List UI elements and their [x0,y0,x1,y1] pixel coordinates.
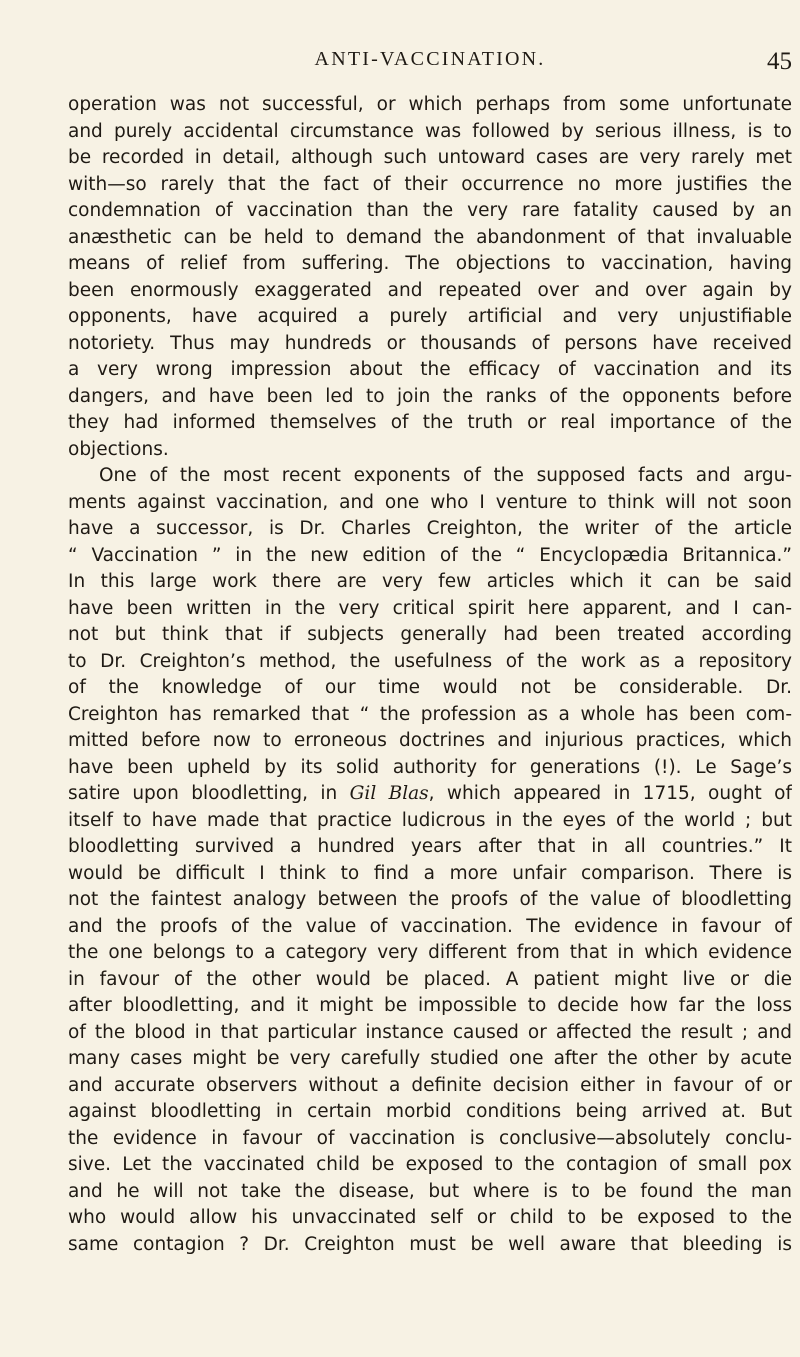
text-line: opponents, have acquired a purely artificial and very unjustifiable [68,306,792,327]
text-line: be recorded in detail, although such untoward cases are very rarely met [68,147,792,168]
text-line: bloodletting survived a hundred years after that in all countries.” It [68,836,792,857]
text-line: mitted before now to erroneous doctrines and injurious practices, which [68,730,792,751]
text-line: a very wrong impression about the efficacy of vaccination and its [68,359,792,380]
text-line: objections. [68,438,169,460]
text-line: operation was not successful, or which perhaps from some unfortunate [68,94,792,115]
text-line: have been written in the very critical spirit here apparent, and I can- [68,597,792,619]
text-line: who would allow his unvaccinated self or child to be exposed to the [68,1207,792,1228]
text-line: been enormously exaggerated and repeated over and over again by [68,279,792,301]
text-line: “ Vaccination ” in the new edition of the “ Encyclopædia Britannica.” [68,544,792,566]
text-line: against bloodletting in certain morbid conditions being arrived at. But [68,1101,792,1122]
text-line: Creighton has remarked that “ the profession as a whole has been com- [68,703,792,725]
text-line: not the faintest analogy between the proofs of the value of bloodletting [68,889,792,910]
text-line: in favour of the other would be placed. A patient might live or die [68,968,792,990]
text-line: and accurate observers without a definite decision either in favour of or [68,1074,792,1096]
text-line: with—so rarely that the fact of their occurrence no more justifies the [68,173,792,195]
text-line: have a successor, is Dr. Charles Creighton, the writer of the article [68,518,792,539]
text-line: dangers, and have been led to join the ranks of the opponents before [68,385,792,407]
running-head [68,48,792,78]
book-title: Gil Blas [349,783,429,804]
text-line: after bloodletting, and it might be impossible to decide how far the loss [68,995,792,1016]
text-line: have been upheld by its solid authority for generations (!). Le Sage’s [68,756,792,778]
text-line: they had informed themselves of the truth or real importance of the [68,412,792,433]
text-line: of the knowledge of our time would not be considerable. Dr. [68,677,792,698]
text-line: many cases might be very carefully studied one after the other by acute [68,1048,792,1069]
text-line: One of the most recent exponents of the supposed facts and argu- [99,465,792,486]
text-line: and the proofs of the value of vaccination. The evidence in favour of [68,915,792,937]
body-text [68,92,792,1258]
text-line: itself to have made that practice ludicrous in the eyes of the world ; but [68,809,792,831]
text-line: the evidence in favour of vaccination is conclusive—absolutely conclu- [68,1127,792,1149]
text-line: means of relief from suffering. The objections to vaccination, having [68,253,792,274]
text-line-with-title [68,781,792,808]
text-line: condemnation of vaccination than the very rare fatality caused by an [68,200,792,221]
text-line: not but think that if subjects generally had been treated according [68,624,792,645]
text-line: anæsthetic can be held to demand the abandonment of that invaluable [68,226,792,248]
text-line: notoriety. Thus may hundreds or thousands of persons have received [68,332,792,354]
text-line: ments against vaccination, and one who I venture to think will not soon [68,491,792,513]
text-line: to Dr. Creighton’s method, the usefulness of the work as a repository [68,650,792,672]
text-line: In this large work there are very few articles which it can be said [68,571,792,592]
text-line: would be difficult I think to find a more unfair comparison. There is [68,862,792,884]
text-line: same contagion ? Dr. Creighton must be well aware that bleeding is [68,1233,792,1255]
text-line: of the blood in that particular instance caused or affected the result ; and [68,1021,792,1043]
running-title: ANTI-VACCINATION. [314,48,546,70]
line-end: , which appeared in 1715, ought of [428,783,792,804]
page-number: 45 [767,48,792,75]
text-line: and he will not take the disease, but where is to be found the man [68,1180,792,1202]
text-line: the one belongs to a category very different from that in which evidence [68,942,792,963]
text-line: and purely accidental circumstance was followed by serious illness, is to [68,120,792,142]
line-start: satire upon bloodletting, in [68,783,338,804]
text-line: sive. Let the vaccinated child be exposed to the contagion of small pox [68,1154,792,1175]
